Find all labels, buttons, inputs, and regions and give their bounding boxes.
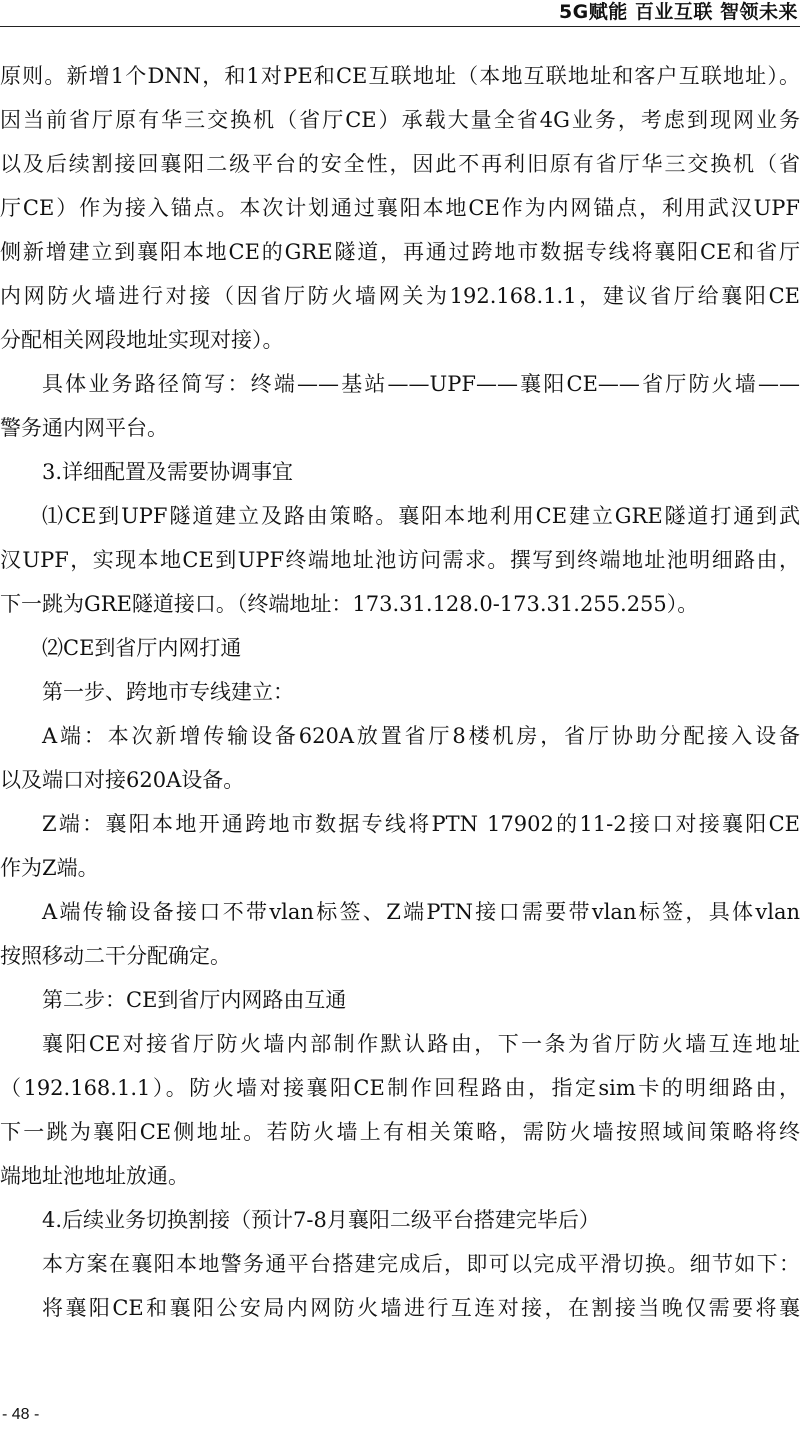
text-line: 以及端口对接620A设备。 [0, 768, 245, 792]
page-number: - 48 - [2, 1406, 40, 1423]
header-title: 5G赋能 百业互联 智领未来 [555, 0, 798, 24]
text-line: 第一步、跨地市专线建立： [42, 680, 294, 704]
text-line: 按照移动二干分配确定。 [0, 944, 231, 968]
text-line: 因当前省厅原有华三交换机（省厅CE）承载大量全省4G业务，考虑到现网业务 [0, 108, 800, 132]
header-rule [0, 26, 800, 27]
text-line: A端传输设备接口不带vlan标签、Z端PTN接口需要带vlan标签，具体vlan [42, 900, 800, 924]
text-line: 下一跳为GRE隧道接口。（终端地址：173.31.128.0-173.31.255.255）。 [0, 592, 699, 616]
text-line: A端：本次新增传输设备620A放置省厅8楼机房，省厅协助分配接入设备 [42, 724, 800, 748]
text-line: 本方案在襄阳本地警务通平台搭建完成后，即可以完成平滑切换。细节如下： [42, 1252, 800, 1276]
text-line: 第二步：CE到省厅内网路由互通 [42, 988, 347, 1012]
text-line: 原则。新增1个DNN，和1对PE和CE互联地址（本地互联地址和客户互联地址）。 [0, 64, 800, 88]
text-line: 作为Z端。 [0, 856, 99, 880]
text-line: 3.详细配置及需要协调事宜 [42, 460, 294, 484]
text-line: Z端：襄阳本地开通跨地市数据专线将PTN 17902的11-2接口对接襄阳CE [42, 812, 800, 836]
text-line: 襄阳CE对接省厅防火墙内部制作默认路由，下一条为省厅防火墙互连地址 [42, 1032, 800, 1056]
text-line: 具体业务路径简写：终端——基站——UPF——襄阳CE——省厅防火墙—— [42, 372, 800, 396]
text-line: 4.后续业务切换割接（预计7-8月襄阳二级平台搭建完毕后） [42, 1208, 600, 1232]
text-line: 分配相关网段地址实现对接）。 [0, 328, 284, 352]
text-line: （192.168.1.1）。防火墙对接襄阳CE制作回程路由，指定sim卡的明细路由， [0, 1076, 800, 1100]
text-line: 厅CE）作为接入锚点。本次计划通过襄阳本地CE作为内网锚点，利用武汉UPF [0, 196, 800, 220]
text-line: 以及后续割接回襄阳二级平台的安全性，因此不再利旧原有省厅华三交换机（省 [0, 152, 800, 176]
text-line: ⑴CE到UPF隧道建立及路由策略。襄阳本地利用CE建立GRE隧道打通到武 [42, 504, 800, 528]
page-header [0, 0, 800, 30]
text-line: 将襄阳CE和襄阳公安局内网防火墙进行互连对接，在割接当晚仅需要将襄 [42, 1296, 800, 1320]
text-line: 下一跳为襄阳CE侧地址。若防火墙上有相关策略，需防火墙按照域间策略将终 [0, 1120, 800, 1144]
text-line: 内网防火墙进行对接（因省厅防火墙网关为192.168.1.1，建议省厅给襄阳CE [0, 284, 800, 308]
text-line: ⑵CE到省厅内网打通 [42, 636, 242, 660]
text-line: 侧新增建立到襄阳本地CE的GRE隧道，再通过跨地市数据专线将襄阳CE和省厅 [0, 240, 800, 264]
text-line: 汉UPF，实现本地CE到UPF终端地址池访问需求。撰写到终端地址池明细路由， [0, 548, 800, 572]
text-line: 端地址池地址放通。 [0, 1164, 189, 1188]
text-line: 警务通内网平台。 [0, 416, 168, 440]
